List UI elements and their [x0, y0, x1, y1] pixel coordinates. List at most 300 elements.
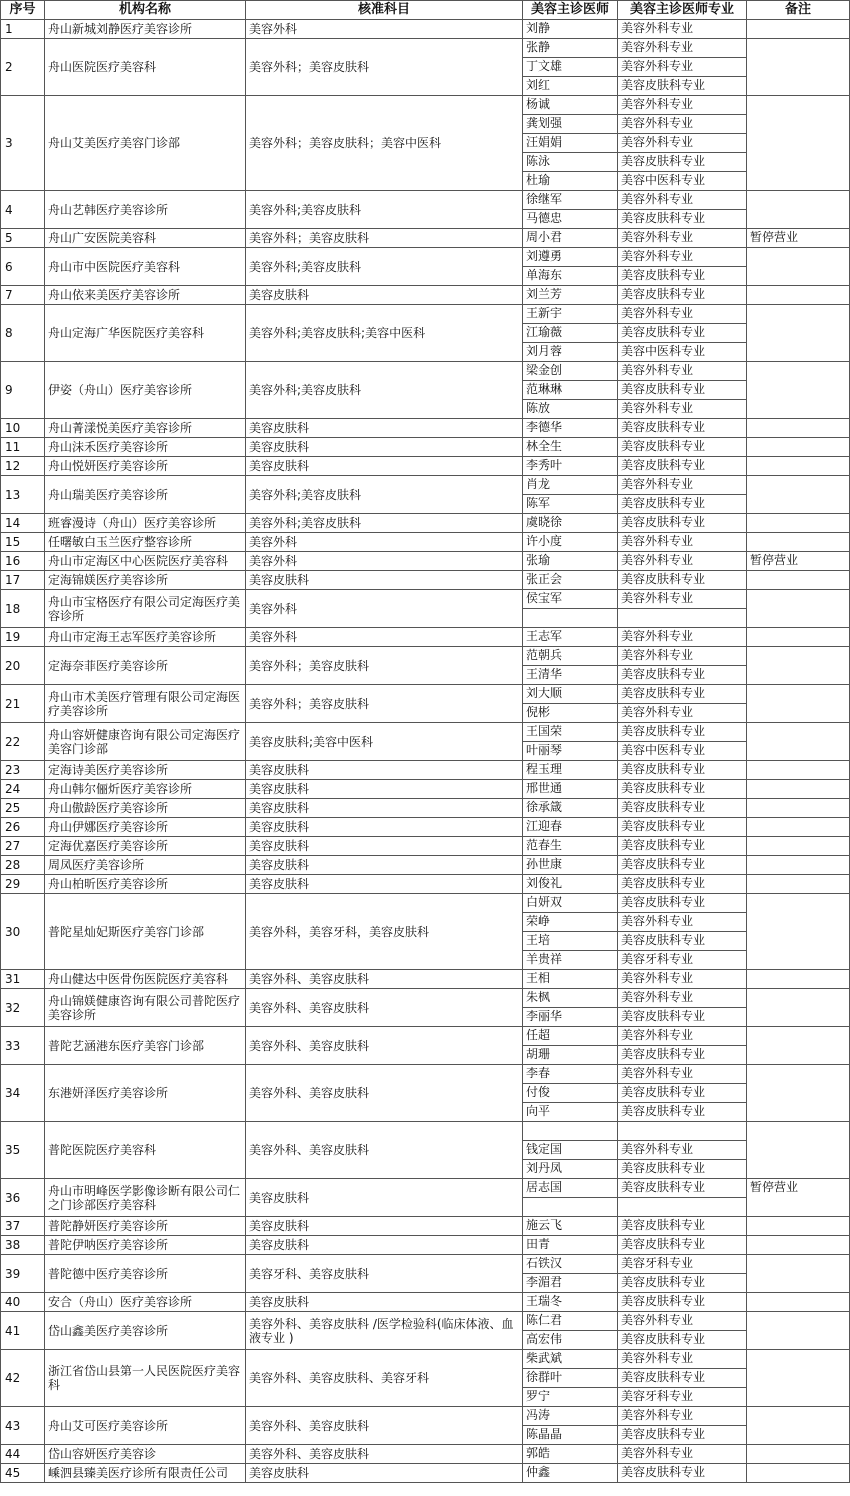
doctor-name: 刘丹凤: [523, 1160, 618, 1179]
doctor-specialty: 美容皮肤科专业: [618, 1369, 747, 1388]
doctor-specialty: 美容外科专业: [618, 590, 747, 609]
doctor-specialty: 美容皮肤科专业: [618, 495, 747, 514]
approved-subjects: 美容皮肤科: [246, 799, 523, 818]
row-number: 14: [1, 514, 45, 533]
table-row: [1, 723, 850, 742]
row-number: 22: [1, 723, 45, 761]
doctor-specialty: 美容皮肤科专业: [618, 324, 747, 343]
doctor-name: 李丽华: [523, 1008, 618, 1027]
row-number: 12: [1, 457, 45, 476]
table-row: [1, 229, 850, 248]
doctor-specialty: 美容外科专业: [618, 191, 747, 210]
table-row: [1, 362, 850, 381]
institution-name: 舟山艾可医疗美容诊所: [45, 1407, 246, 1445]
doctor-name: 石铁汉: [523, 1255, 618, 1274]
col-header-subject: 核准科目: [246, 1, 523, 20]
doctor-name: 王相: [523, 970, 618, 989]
institution-name: 舟山新城刘静医疗美容诊所: [45, 20, 246, 39]
doctor-specialty: [618, 1122, 747, 1141]
row-number: 26: [1, 818, 45, 837]
institution-name: 舟山沫禾医疗美容诊所: [45, 438, 246, 457]
approved-subjects: 美容皮肤科: [246, 1236, 523, 1255]
table-row: [1, 1312, 850, 1331]
doctor-specialty: 美容皮肤科专业: [618, 1046, 747, 1065]
table-row: [1, 799, 850, 818]
doctor-name: 许小度: [523, 533, 618, 552]
doctor-name: 郭皓: [523, 1445, 618, 1464]
doctor-name: 范朝兵: [523, 647, 618, 666]
row-number: 5: [1, 229, 45, 248]
doctor-specialty: 美容外科专业: [618, 1407, 747, 1426]
doctor-name: 施云飞: [523, 1217, 618, 1236]
remark: [747, 837, 850, 856]
table-row: [1, 514, 850, 533]
doctor-name: 陈军: [523, 495, 618, 514]
doctor-specialty: 美容牙科专业: [618, 1255, 747, 1274]
doctor-name: 林全生: [523, 438, 618, 457]
table-row: [1, 989, 850, 1008]
doctor-specialty: 美容中医科专业: [618, 742, 747, 761]
remark: [747, 1293, 850, 1312]
doctor-name: 汪娟娟: [523, 134, 618, 153]
row-number: 11: [1, 438, 45, 457]
table-row: [1, 39, 850, 58]
institution-name: 舟山艺韩医疗美容诊所: [45, 191, 246, 229]
doctor-name: 刘大顺: [523, 685, 618, 704]
doctor-specialty: 美容皮肤科专业: [618, 77, 747, 96]
doctor-name: 白妍双: [523, 894, 618, 913]
doctor-name: 羊贵祥: [523, 951, 618, 970]
doctor-specialty: 美容外科专业: [618, 96, 747, 115]
doctor-specialty: 美容外科专业: [618, 476, 747, 495]
doctor-specialty: 美容皮肤科专业: [618, 1084, 747, 1103]
remark: [747, 533, 850, 552]
doctor-specialty: 美容皮肤科专业: [618, 780, 747, 799]
doctor-specialty: 美容皮肤科专业: [618, 875, 747, 894]
doctor-specialty: 美容外科专业: [618, 704, 747, 723]
doctor-name: 徐群叶: [523, 1369, 618, 1388]
remark: [747, 96, 850, 191]
doctor-specialty: 美容外科专业: [618, 362, 747, 381]
table-row: [1, 1027, 850, 1046]
table-row: [1, 1217, 850, 1236]
doctor-specialty: 美容外科专业: [618, 20, 747, 39]
table-row: [1, 1236, 850, 1255]
remark: [747, 1464, 850, 1483]
doctor-name: 张正会: [523, 571, 618, 590]
doctor-specialty: 美容外科专业: [618, 533, 747, 552]
row-number: 20: [1, 647, 45, 685]
institution-name: 普陀星灿妃斯医疗美容门诊部: [45, 894, 246, 970]
doctor-specialty: 美容皮肤科专业: [618, 818, 747, 837]
remark: [747, 818, 850, 837]
remark: [747, 989, 850, 1027]
table-row: [1, 476, 850, 495]
remark: [747, 457, 850, 476]
doctor-name: 杜瑜: [523, 172, 618, 191]
doctor-specialty: 美容皮肤科专业: [618, 210, 747, 229]
table-row: [1, 419, 850, 438]
row-number: 28: [1, 856, 45, 875]
institution-name: 普陀静妍医疗美容诊所: [45, 1217, 246, 1236]
row-number: 25: [1, 799, 45, 818]
row-number: 18: [1, 590, 45, 628]
row-number: 13: [1, 476, 45, 514]
table-row: [1, 1445, 850, 1464]
remark: [747, 1312, 850, 1350]
doctor-name: 朱枫: [523, 989, 618, 1008]
approved-subjects: 美容外科;美容皮肤科: [246, 514, 523, 533]
doctor-specialty: 美容外科专业: [618, 647, 747, 666]
table-row: [1, 191, 850, 210]
institution-name: 舟山容妍健康咨询有限公司定海医疗美容门诊部: [45, 723, 246, 761]
doctor-specialty: 美容外科专业: [618, 248, 747, 267]
remark: [747, 1217, 850, 1236]
row-number: 24: [1, 780, 45, 799]
row-number: 10: [1, 419, 45, 438]
table-row: [1, 248, 850, 267]
row-number: 30: [1, 894, 45, 970]
remark: [747, 1122, 850, 1179]
row-number: 44: [1, 1445, 45, 1464]
doctor-specialty: 美容皮肤科专业: [618, 514, 747, 533]
table-row: [1, 438, 850, 457]
doctor-specialty: 美容外科专业: [618, 1312, 747, 1331]
doctor-specialty: 美容外科专业: [618, 970, 747, 989]
row-number: 27: [1, 837, 45, 856]
table-row: [1, 571, 850, 590]
institution-name: 舟山市定海王志军医疗美容诊所: [45, 628, 246, 647]
institution-name: 舟山悦妍医疗美容诊所: [45, 457, 246, 476]
approved-subjects: 美容外科: [246, 552, 523, 571]
remark: [747, 647, 850, 685]
remark: [747, 856, 850, 875]
approved-subjects: 美容皮肤科: [246, 761, 523, 780]
approved-subjects: 美容外科、美容皮肤科: [246, 1065, 523, 1122]
table-row: [1, 628, 850, 647]
doctor-specialty: 美容皮肤科专业: [618, 723, 747, 742]
approved-subjects: 美容外科；美容皮肤科: [246, 647, 523, 685]
table-row: [1, 685, 850, 704]
approved-subjects: 美容皮肤科: [246, 286, 523, 305]
row-number: 6: [1, 248, 45, 286]
approved-subjects: 美容外科: [246, 533, 523, 552]
table-row: [1, 457, 850, 476]
approved-subjects: 美容外科;美容皮肤科: [246, 476, 523, 514]
remark: [747, 419, 850, 438]
doctor-name: 丁文雄: [523, 58, 618, 77]
institution-name: 舟山锦媄健康咨询有限公司普陀医疗美容诊所: [45, 989, 246, 1027]
row-number: 3: [1, 96, 45, 191]
header-row: [1, 1, 850, 20]
table-row: [1, 1065, 850, 1084]
approved-subjects: 美容皮肤科: [246, 818, 523, 837]
remark: [747, 305, 850, 362]
institution-name: 安合（舟山）医疗美容诊所: [45, 1293, 246, 1312]
row-number: 1: [1, 20, 45, 39]
doctor-specialty: 美容外科专业: [618, 39, 747, 58]
row-number: 32: [1, 989, 45, 1027]
approved-subjects: 美容外科；美容皮肤科: [246, 39, 523, 96]
row-number: 40: [1, 1293, 45, 1312]
approved-subjects: 美容外科、美容皮肤科: [246, 970, 523, 989]
doctor-name: 单海东: [523, 267, 618, 286]
row-number: 2: [1, 39, 45, 96]
remark: [747, 286, 850, 305]
remark: [747, 1407, 850, 1445]
doctor-name: 范春生: [523, 837, 618, 856]
doctor-name: 程玉理: [523, 761, 618, 780]
doctor-specialty: 美容皮肤科专业: [618, 153, 747, 172]
approved-subjects: 美容皮肤科: [246, 1179, 523, 1217]
col-header-doctor: 美容主诊医师: [523, 1, 618, 20]
table-row: [1, 590, 850, 609]
doctor-name: 江瑜薇: [523, 324, 618, 343]
doctor-name: 倪彬: [523, 704, 618, 723]
doctor-name: 虞晓徐: [523, 514, 618, 533]
approved-subjects: 美容皮肤科: [246, 1217, 523, 1236]
remark: 暂停营业: [747, 1179, 850, 1217]
doctor-specialty: 美容皮肤科专业: [618, 457, 747, 476]
institution-name: 岱山鑫美医疗美容诊所: [45, 1312, 246, 1350]
doctor-name: 孙世康: [523, 856, 618, 875]
institution-name: 嵊泗县臻美医疗诊所有限责任公司: [45, 1464, 246, 1483]
table-row: [1, 761, 850, 780]
doctor-specialty: 美容皮肤科专业: [618, 1293, 747, 1312]
row-number: 34: [1, 1065, 45, 1122]
institution-name: 舟山柏昕医疗美容诊所: [45, 875, 246, 894]
remark: [747, 438, 850, 457]
doctor-name: 徐承箴: [523, 799, 618, 818]
remark: [747, 476, 850, 514]
approved-subjects: 美容外科、美容皮肤科、美容牙科: [246, 1350, 523, 1407]
institution-name: 舟山艾美医疗美容门诊部: [45, 96, 246, 191]
doctor-name: [523, 1198, 618, 1217]
doctor-specialty: 美容外科专业: [618, 58, 747, 77]
doctor-specialty: 美容皮肤科专业: [618, 1274, 747, 1293]
approved-subjects: 美容外科: [246, 20, 523, 39]
row-number: 41: [1, 1312, 45, 1350]
doctor-specialty: 美容皮肤科专业: [618, 761, 747, 780]
row-number: 4: [1, 191, 45, 229]
approved-subjects: 美容外科、美容皮肤科: [246, 1027, 523, 1065]
approved-subjects: 美容外科、美容皮肤科: [246, 1445, 523, 1464]
institution-name: 舟山市明峰医学影像诊断有限公司仁之门诊部医疗美容科: [45, 1179, 246, 1217]
doctor-specialty: 美容外科专业: [618, 1141, 747, 1160]
doctor-specialty: 美容皮肤科专业: [618, 1426, 747, 1445]
doctor-name: [523, 1122, 618, 1141]
approved-subjects: 美容皮肤科: [246, 457, 523, 476]
doctor-specialty: 美容牙科专业: [618, 1388, 747, 1407]
table-row: [1, 1255, 850, 1274]
doctor-name: 刘红: [523, 77, 618, 96]
institution-name: 周凤医疗美容诊所: [45, 856, 246, 875]
institution-name: 舟山菁漾悦美医疗美容诊所: [45, 419, 246, 438]
institution-name: 舟山广安医院美容科: [45, 229, 246, 248]
col-header-note: 备注: [747, 1, 850, 20]
institution-name: 普陀医院医疗美容科: [45, 1122, 246, 1179]
doctor-name: 杨诚: [523, 96, 618, 115]
doctor-name: 王国荣: [523, 723, 618, 742]
approved-subjects: 美容外科；美容皮肤科: [246, 229, 523, 248]
institution-name: 定海诗美医疗美容诊所: [45, 761, 246, 780]
doctor-name: 张瑜: [523, 552, 618, 571]
doctor-name: 荣峥: [523, 913, 618, 932]
doctor-specialty: 美容皮肤科专业: [618, 1236, 747, 1255]
approved-subjects: 美容外科;美容皮肤科: [246, 248, 523, 286]
doctor-name: 王志军: [523, 628, 618, 647]
doctor-name: 王清华: [523, 666, 618, 685]
doctor-name: 罗宁: [523, 1388, 618, 1407]
doctor-name: 周小君: [523, 229, 618, 248]
doctor-specialty: [618, 1198, 747, 1217]
institution-name: 舟山傲龄医疗美容诊所: [45, 799, 246, 818]
doctor-name: 柴武斌: [523, 1350, 618, 1369]
institution-name: 定海锦媄医疗美容诊所: [45, 571, 246, 590]
doctor-name: 冯涛: [523, 1407, 618, 1426]
row-number: 16: [1, 552, 45, 571]
doctor-name: 任超: [523, 1027, 618, 1046]
doctor-name: 刘兰芳: [523, 286, 618, 305]
institution-name: 普陀艺涵港东医疗美容门诊部: [45, 1027, 246, 1065]
doctor-name: 李德华: [523, 419, 618, 438]
col-header-org: 机构名称: [45, 1, 246, 20]
row-number: 19: [1, 628, 45, 647]
doctor-name: 刘静: [523, 20, 618, 39]
table-row: [1, 894, 850, 913]
remark: [747, 723, 850, 761]
doctor-name: 刘月蓉: [523, 343, 618, 362]
approved-subjects: 美容皮肤科: [246, 1464, 523, 1483]
doctor-name: 陈仁君: [523, 1312, 618, 1331]
doctor-specialty: 美容外科专业: [618, 1065, 747, 1084]
doctor-name: 刘遵勇: [523, 248, 618, 267]
approved-subjects: 美容外科;美容皮肤科;美容中医科: [246, 305, 523, 362]
doctor-specialty: 美容皮肤科专业: [618, 1008, 747, 1027]
doctor-specialty: 美容外科专业: [618, 1445, 747, 1464]
table-row: [1, 1293, 850, 1312]
row-number: 7: [1, 286, 45, 305]
doctor-specialty: 美容皮肤科专业: [618, 1179, 747, 1198]
row-number: 36: [1, 1179, 45, 1217]
doctor-name: 陈晶晶: [523, 1426, 618, 1445]
doctor-specialty: 美容皮肤科专业: [618, 856, 747, 875]
institution-name: 普陀伊呐医疗美容诊所: [45, 1236, 246, 1255]
table-row: [1, 837, 850, 856]
table-row: [1, 818, 850, 837]
row-number: 23: [1, 761, 45, 780]
row-number: 33: [1, 1027, 45, 1065]
doctor-name: 付俊: [523, 1084, 618, 1103]
remark: [747, 191, 850, 229]
remark: [747, 894, 850, 970]
remark: [747, 590, 850, 628]
institution-name: 定海奈菲医疗美容诊所: [45, 647, 246, 685]
institution-name: 舟山健达中医骨伤医院医疗美容科: [45, 970, 246, 989]
remark: [747, 1065, 850, 1122]
table-row: [1, 533, 850, 552]
doctor-specialty: 美容外科专业: [618, 305, 747, 324]
doctor-specialty: 美容皮肤科专业: [618, 419, 747, 438]
remark: 暂停营业: [747, 552, 850, 571]
remark: [747, 875, 850, 894]
doctor-name: 李湄君: [523, 1274, 618, 1293]
table-row: [1, 1350, 850, 1369]
doctor-specialty: 美容皮肤科专业: [618, 1464, 747, 1483]
row-number: 35: [1, 1122, 45, 1179]
approved-subjects: 美容外科、美容皮肤科: [246, 1407, 523, 1445]
doctor-name: 王新宇: [523, 305, 618, 324]
institution-name: 舟山伊娜医疗美容诊所: [45, 818, 246, 837]
col-header-specialty: 美容主诊医师专业: [618, 1, 747, 20]
doctor-specialty: [618, 609, 747, 628]
remark: [747, 362, 850, 419]
doctor-specialty: 美容皮肤科专业: [618, 894, 747, 913]
doctor-specialty: 美容皮肤科专业: [618, 571, 747, 590]
doctor-name: 仲鑫: [523, 1464, 618, 1483]
doctor-name: 陈泳: [523, 153, 618, 172]
table-row: [1, 552, 850, 571]
doctor-specialty: 美容外科专业: [618, 400, 747, 419]
doctor-name: 王培: [523, 932, 618, 951]
row-number: 8: [1, 305, 45, 362]
doctor-name: 居志国: [523, 1179, 618, 1198]
row-number: 29: [1, 875, 45, 894]
doctor-name: 侯宝军: [523, 590, 618, 609]
doctor-name: 梁金创: [523, 362, 618, 381]
doctor-name: 邢世通: [523, 780, 618, 799]
remark: [747, 20, 850, 39]
row-number: 43: [1, 1407, 45, 1445]
doctor-specialty: 美容外科专业: [618, 229, 747, 248]
table-row: [1, 856, 850, 875]
doctor-name: 田青: [523, 1236, 618, 1255]
institution-name: 舟山依来美医疗美容诊所: [45, 286, 246, 305]
doctor-specialty: 美容外科专业: [618, 115, 747, 134]
doctor-specialty: 美容外科专业: [618, 913, 747, 932]
doctor-name: 范琳琳: [523, 381, 618, 400]
approved-subjects: 美容皮肤科: [246, 875, 523, 894]
institution-name: 东港妍泽医疗美容诊所: [45, 1065, 246, 1122]
approved-subjects: 美容外科;美容皮肤科: [246, 362, 523, 419]
doctor-name: 胡珊: [523, 1046, 618, 1065]
institution-name: 舟山市术美医疗管理有限公司定海医疗美容诊所: [45, 685, 246, 723]
institution-name: 舟山韩尔俪炘医疗美容诊所: [45, 780, 246, 799]
doctor-name: 陈放: [523, 400, 618, 419]
approved-subjects: 美容外科: [246, 628, 523, 647]
doctor-specialty: 美容皮肤科专业: [618, 1160, 747, 1179]
doctor-name: 向平: [523, 1103, 618, 1122]
approved-subjects: 美容牙科、美容皮肤科: [246, 1255, 523, 1293]
institution-name: 任曙敏白玉兰医疗整容诊所: [45, 533, 246, 552]
institution-name: 伊姿（舟山）医疗美容诊所: [45, 362, 246, 419]
remark: [747, 248, 850, 286]
remark: [747, 514, 850, 533]
remark: [747, 1027, 850, 1065]
remark: [747, 628, 850, 647]
remark: [747, 1350, 850, 1407]
table-row: [1, 647, 850, 666]
doctor-specialty: 美容外科专业: [618, 628, 747, 647]
remark: [747, 1255, 850, 1293]
table-row: [1, 1407, 850, 1426]
doctor-name: 徐继军: [523, 191, 618, 210]
approved-subjects: 美容外科、美容皮肤科: [246, 1122, 523, 1179]
doctor-specialty: 美容皮肤科专业: [618, 666, 747, 685]
doctor-specialty: 美容皮肤科专业: [618, 837, 747, 856]
doctor-specialty: 美容外科专业: [618, 1027, 747, 1046]
doctor-name: 王瑞冬: [523, 1293, 618, 1312]
